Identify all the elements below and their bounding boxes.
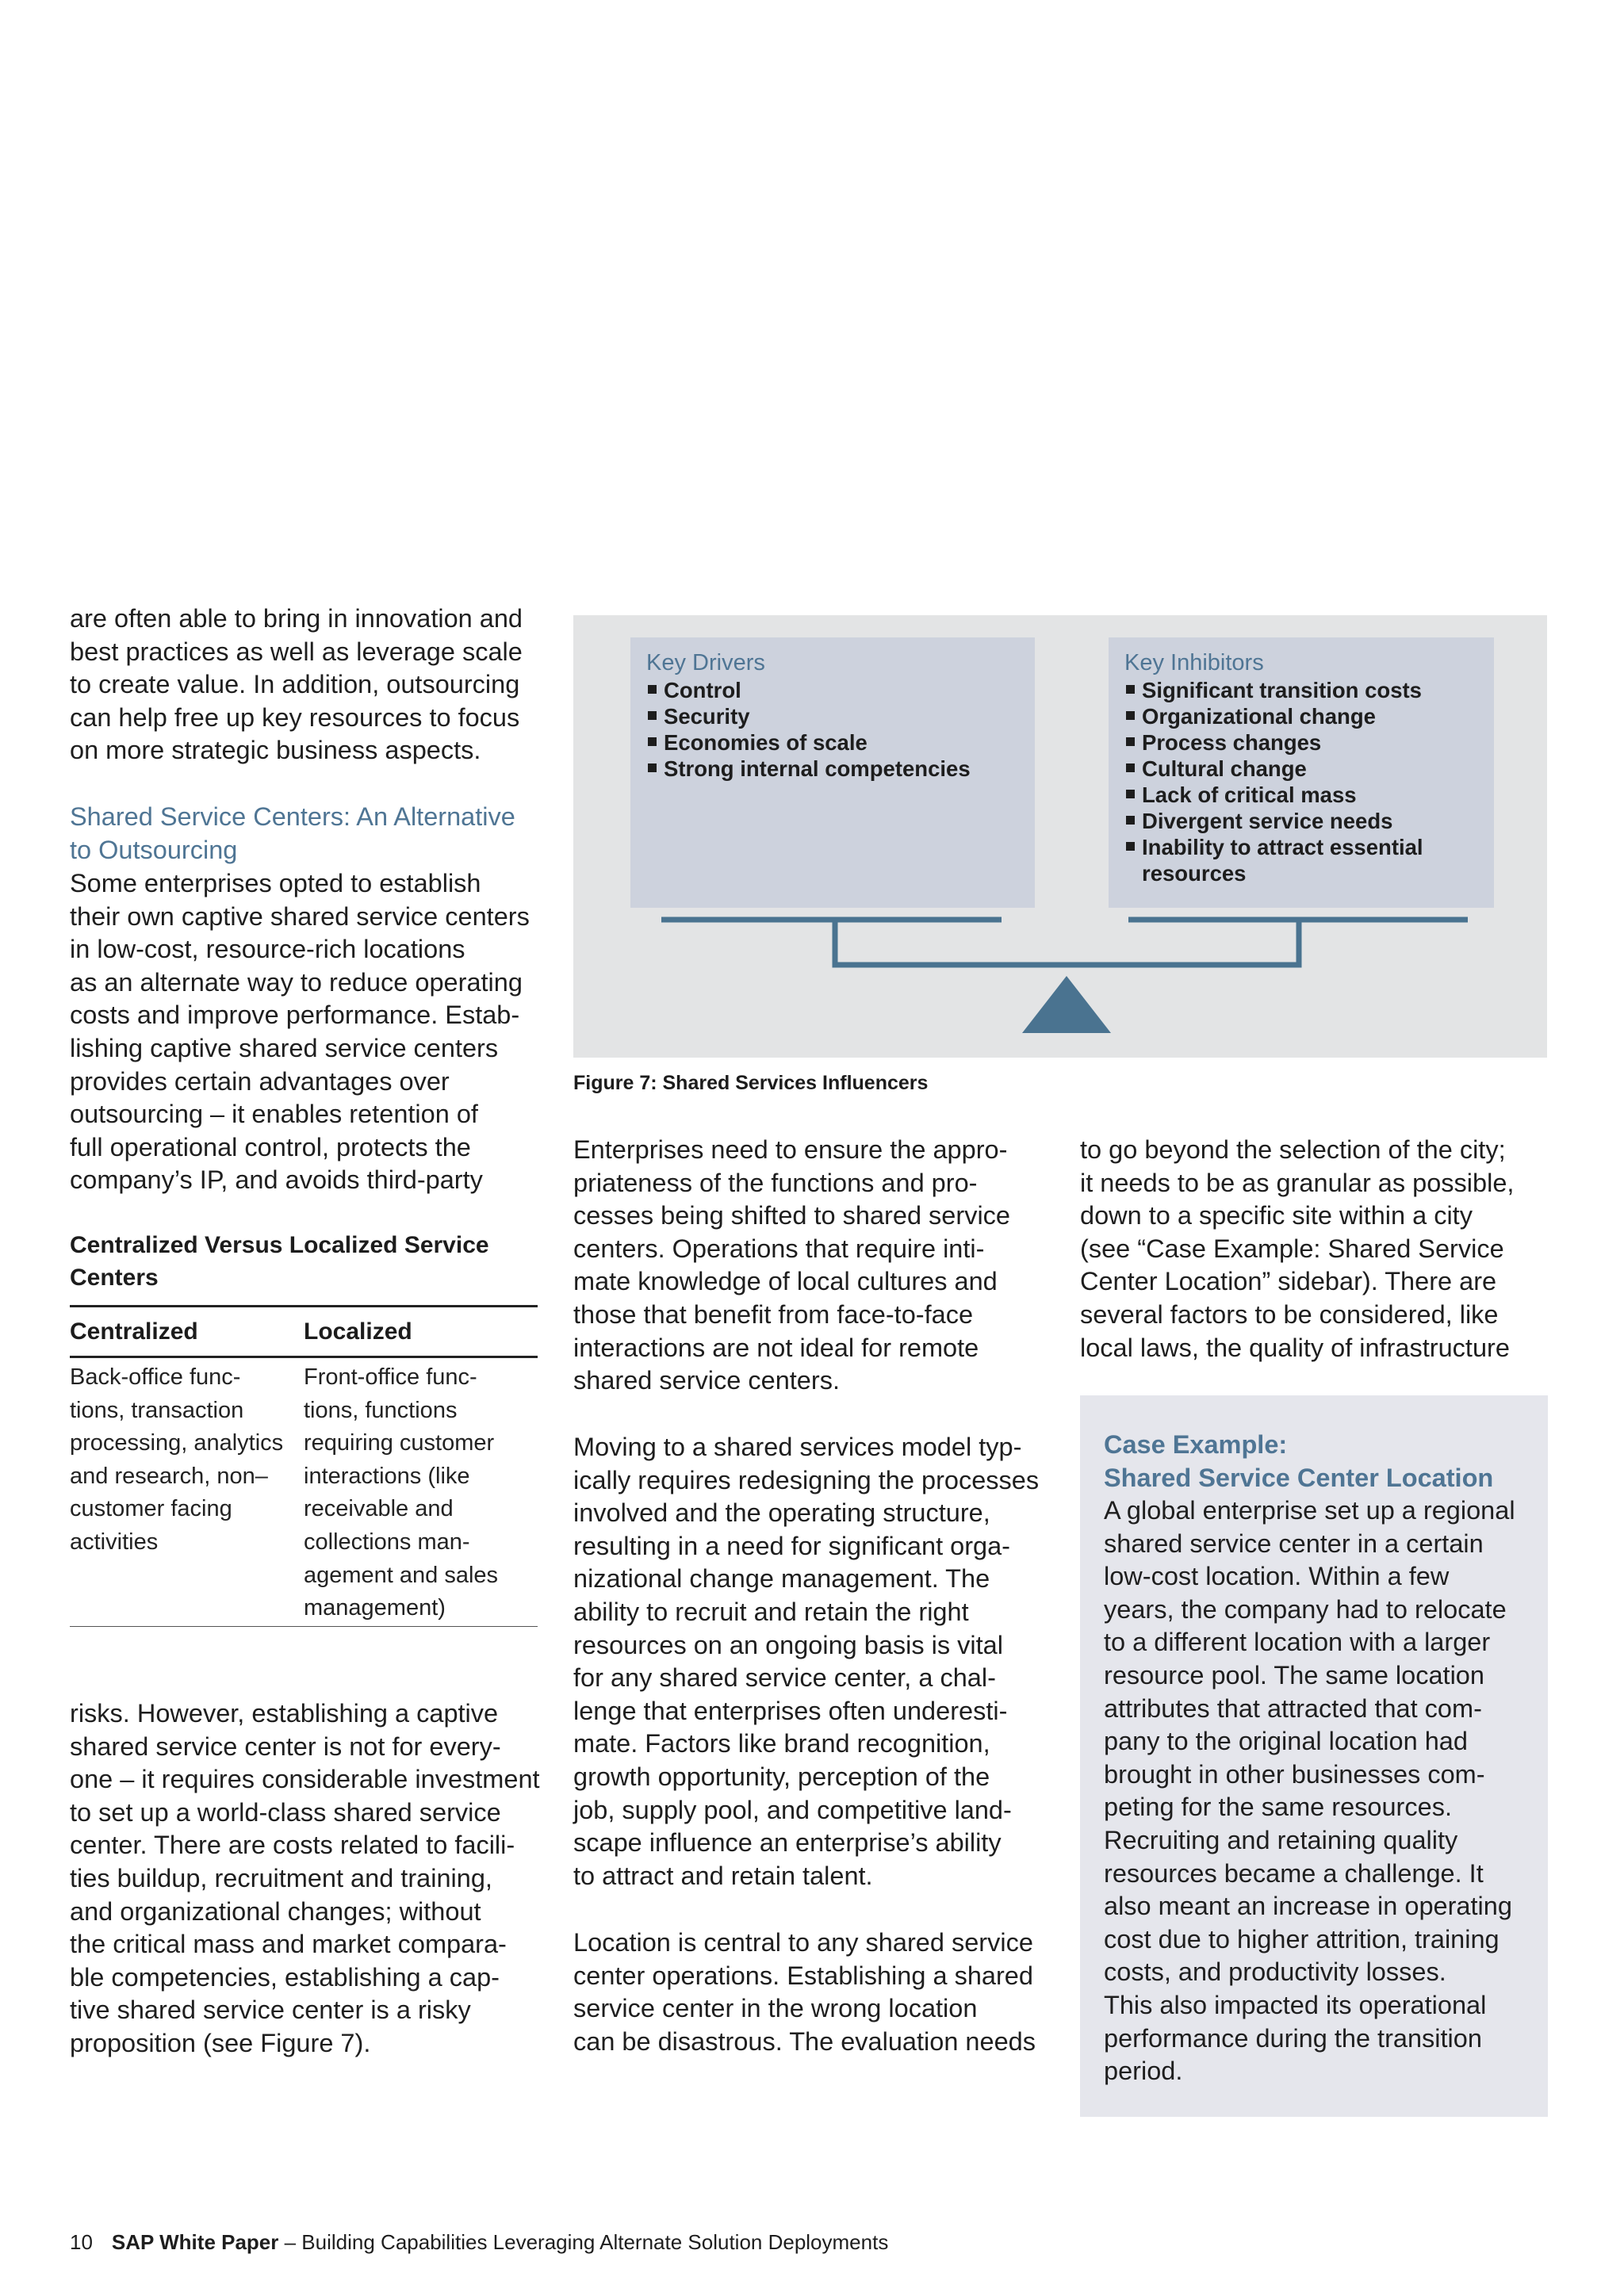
- text-line: Center Location” sidebar). There are: [1080, 1267, 1497, 1296]
- figure-caption: Figure 7: Shared Services Influencers: [573, 1072, 929, 1094]
- text-line: ically requires redesigning the processes: [573, 1465, 1040, 1494]
- text-line: costs and improve performance. Estab-: [70, 1001, 520, 1030]
- text-line: and organizational changes; without: [70, 1896, 481, 1926]
- text-line: to attract and retain talent.: [573, 1861, 873, 1890]
- text-line: years, the company had to relocate: [1104, 1594, 1507, 1624]
- list-item-label: Process changes: [1142, 730, 1322, 755]
- intro-paragraph: [70, 603, 523, 767]
- text-line: Shared Service Center Location: [1104, 1463, 1494, 1492]
- table-title: [70, 1229, 538, 1294]
- text-line: Moving to a shared services model typ-: [573, 1433, 1022, 1461]
- text-line: local laws, the quality of infrastructure: [1080, 1333, 1510, 1362]
- text-line: are often able to bring in innovation and: [70, 604, 523, 633]
- text-line: can be disastrous. The evaluation needs: [573, 2026, 1036, 2056]
- text-line: to go beyond the selection of the city;: [1080, 1135, 1506, 1164]
- text-line: Back-office func-: [70, 1364, 241, 1390]
- text-line: shared service center is not for every-: [70, 1732, 501, 1761]
- text-line: receivable and: [304, 1496, 454, 1522]
- table-header-localized: Localized: [304, 1318, 412, 1345]
- text-line: company’s IP, and avoids third-party: [70, 1165, 483, 1195]
- text-line: customer facing: [70, 1496, 232, 1522]
- section-heading: [70, 801, 515, 867]
- scale-fulcrum: [1022, 976, 1111, 1033]
- text-line: performance during the transition: [1104, 2023, 1482, 2053]
- text-line: to set up a world-class shared service: [70, 1797, 501, 1827]
- middle-paragraph-2: [573, 1431, 1039, 1892]
- text-line: shared service center in a certain: [1104, 1529, 1484, 1558]
- list-item-label: Lack of critical mass: [1142, 783, 1357, 807]
- list-item-label: Inability to attract essential: [1142, 835, 1423, 859]
- risks-paragraph: [70, 1697, 540, 2061]
- text-line: full operational control, protects the: [70, 1132, 471, 1161]
- middle-paragraph-1: [573, 1134, 1010, 1398]
- text-line: interactions (like: [304, 1463, 470, 1489]
- table-cell-centralized: [70, 1361, 283, 1559]
- text-line: A global enterprise set up a regional: [1104, 1496, 1515, 1525]
- key-drivers-title: Key Drivers: [646, 650, 765, 675]
- text-line: best practices as well as leverage scale: [70, 637, 523, 666]
- text-line: in low-cost, resource-rich locations: [70, 935, 465, 964]
- list-item-label: Economies of scale: [664, 730, 868, 755]
- text-line: the critical mass and market compara-: [70, 1930, 507, 1959]
- table-bottom-rule: [70, 1626, 538, 1627]
- list-item-label: Control: [664, 678, 741, 702]
- text-line: as an alternate way to reduce operating: [70, 967, 523, 997]
- text-line: and research, non–: [70, 1463, 268, 1489]
- list-item-label: Strong internal competencies: [664, 756, 971, 781]
- text-line: resource pool. The same location: [1104, 1660, 1484, 1689]
- table-header-centralized: Centralized: [70, 1318, 198, 1345]
- text-line: (see “Case Example: Shared Service: [1080, 1234, 1504, 1263]
- list-item-label: Security: [664, 704, 750, 729]
- list-item-label: Divergent service needs: [1142, 809, 1393, 833]
- list-item-label: Cultural change: [1142, 756, 1307, 781]
- text-line: lishing captive shared service centers: [70, 1033, 499, 1062]
- balance-scale-graphic: [573, 615, 1547, 1058]
- text-line: resulting in a need for significant orga-: [573, 1531, 1011, 1560]
- text-line: brought in other businesses com-: [1104, 1759, 1485, 1789]
- text-line: attributes that attracted that com-: [1104, 1693, 1482, 1723]
- figure-panel: [573, 615, 1547, 1058]
- sidebar-body: [1104, 1494, 1515, 2088]
- text-line: Shared Service Centers: An Alternative: [70, 802, 515, 831]
- middle-paragraph-3: [573, 1927, 1036, 2058]
- text-line: Recruiting and retaining quality: [1104, 1825, 1458, 1854]
- text-line: lenge that enterprises often underesti-: [573, 1696, 1008, 1725]
- right-paragraph-1: [1080, 1134, 1514, 1364]
- text-line: peting for the same resources.: [1104, 1793, 1452, 1822]
- text-line: several factors to be considered, like: [1080, 1299, 1499, 1329]
- text-line: ble competencies, establishing a cap-: [70, 1962, 500, 1992]
- list-item-label: Significant transition costs: [1142, 678, 1422, 702]
- text-line: provides certain advantages over: [70, 1066, 450, 1096]
- sidebar-title: [1104, 1429, 1493, 1494]
- page-number: 10: [70, 2230, 93, 2254]
- text-line: service center in the wrong location: [573, 1994, 978, 2023]
- text-line: pany to the original location had: [1104, 1727, 1468, 1756]
- text-line: nizational change management. The: [573, 1564, 990, 1594]
- section-body-paragraph: [70, 867, 530, 1197]
- text-line: requiring customer: [304, 1430, 495, 1456]
- text-line: cesses being shifted to shared service: [573, 1201, 1010, 1230]
- page-footer: [70, 2229, 888, 2255]
- text-line: interactions are not ideal for remote: [573, 1333, 979, 1362]
- text-line: scape influence an enterprise’s ability: [573, 1828, 1002, 1858]
- text-line: tions, functions: [304, 1397, 458, 1423]
- text-line: also meant an increase in operating: [1104, 1892, 1512, 1921]
- text-line: center operations. Establishing a shared: [573, 1961, 1033, 1990]
- text-line: Centers: [70, 1265, 159, 1291]
- text-line: to Outsourcing: [70, 835, 238, 864]
- text-line: it needs to be as granular as possible,: [1080, 1168, 1515, 1197]
- text-line: to a different location with a larger: [1104, 1628, 1491, 1657]
- text-line: tive shared service center is a risky: [70, 1996, 471, 2025]
- text-line: low-cost location. Within a few: [1104, 1562, 1450, 1591]
- text-line: center. There are costs related to facili-: [70, 1831, 515, 1860]
- text-line: Some enterprises opted to establish: [70, 869, 481, 897]
- text-line: activities: [70, 1529, 159, 1555]
- text-line: Centralized Versus Localized Service: [70, 1232, 489, 1258]
- text-line: ability to recruit and retain the right: [573, 1597, 969, 1626]
- table-cell-localized: [304, 1361, 498, 1625]
- text-line: for any shared service center, a chal-: [573, 1663, 996, 1693]
- text-line: proposition (see Figure 7).: [70, 2028, 371, 2057]
- text-line: mate knowledge of local cultures and: [573, 1267, 998, 1296]
- text-line: resources on an ongoing basis is vital: [573, 1630, 1003, 1659]
- text-line: their own captive shared service centers: [70, 901, 530, 931]
- text-line: tions, transaction: [70, 1397, 244, 1423]
- text-line: can help free up key resources to focus: [70, 702, 520, 732]
- list-item-label: resources: [1142, 861, 1247, 886]
- text-line: involved and the operating structure,: [573, 1498, 990, 1528]
- table-top-rule: [70, 1305, 538, 1307]
- text-line: priateness of the functions and pro-: [573, 1168, 978, 1197]
- text-line: resources became a challenge. It: [1104, 1858, 1484, 1888]
- text-line: Enterprises need to ensure the appro-: [573, 1135, 1008, 1164]
- text-line: on more strategic business aspects.: [70, 736, 481, 765]
- text-line: centers. Operations that require inti-: [573, 1234, 985, 1263]
- list-item-label: Organizational change: [1142, 704, 1376, 729]
- footer-title: – Building Capabilities Leveraging Alternate Solution Deployments: [284, 2230, 889, 2254]
- text-line: Case Example:: [1104, 1430, 1288, 1459]
- key-inhibitors-title: Key Inhibitors: [1124, 650, 1264, 675]
- text-line: management): [304, 1595, 446, 1621]
- text-line: ties buildup, recruitment and training,: [70, 1863, 492, 1892]
- table-header-rule: [70, 1356, 538, 1358]
- case-example-sidebar: [1080, 1395, 1548, 2117]
- text-line: one – it requires considerable investment: [70, 1765, 540, 1794]
- text-line: This also impacted its operational: [1104, 1990, 1487, 2019]
- text-line: down to a specific site within a city: [1080, 1201, 1473, 1230]
- text-line: to create value. In addition, outsourcing: [70, 670, 520, 699]
- text-line: job, supply pool, and competitive land-: [573, 1795, 1012, 1824]
- text-line: Location is central to any shared service: [573, 1928, 1033, 1957]
- text-line: shared service centers.: [573, 1366, 840, 1395]
- text-line: processing, analytics: [70, 1430, 284, 1456]
- text-line: collections man-: [304, 1529, 470, 1555]
- text-line: risks. However, establishing a captive: [70, 1699, 499, 1728]
- text-line: outsourcing – it enables retention of: [70, 1100, 478, 1129]
- text-line: growth opportunity, perception of the: [573, 1762, 990, 1791]
- text-line: those that benefit from face-to-face: [573, 1299, 974, 1329]
- text-line: cost due to higher attrition, training: [1104, 1924, 1500, 1954]
- scale-beam: [835, 920, 1299, 965]
- text-line: agement and sales: [304, 1562, 499, 1588]
- text-line: mate. Factors like brand recognition,: [573, 1729, 990, 1758]
- text-line: period.: [1104, 2057, 1183, 2086]
- text-line: Front-office func-: [304, 1364, 477, 1390]
- text-line: costs, and productivity losses.: [1104, 1957, 1446, 1987]
- footer-brand: SAP White Paper: [111, 2230, 279, 2254]
